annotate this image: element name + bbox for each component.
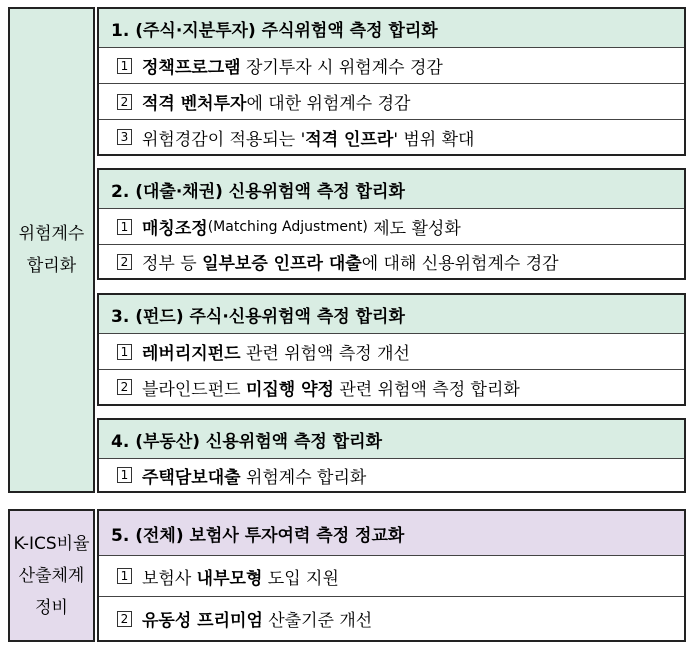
emphasis-text: 주택담보대출 <box>142 467 241 488</box>
item-number-box: 1 <box>117 568 132 584</box>
group-stock <box>97 7 686 156</box>
list-item <box>99 209 684 245</box>
item-text: (Matching Adjustment) <box>207 218 368 235</box>
list-item <box>99 597 684 640</box>
item-text: 에 대한 위험계수 경감 <box>246 94 411 114</box>
category-line: K-ICS비율 <box>13 533 90 554</box>
item-number-box: 2 <box>117 379 132 395</box>
group-title: 2. (대출·채권) 신용위험액 측정 합리화 <box>99 170 684 209</box>
item-text: 정부 등 <box>142 254 203 274</box>
list-item <box>99 556 684 597</box>
item-text: 장기투자 시 위험계수 경감 <box>240 58 443 78</box>
group-title: 3. (펀드) 주식·신용위험액 측정 합리화 <box>99 295 684 334</box>
list-item <box>99 334 684 370</box>
item-text: ' 범위 확대 <box>393 129 475 150</box>
group-title: 1. (주식·지분투자) 주식위험액 측정 합리화 <box>99 9 684 48</box>
category-line: 정비 <box>35 597 68 618</box>
emphasis-text: 적격 벤처투자 <box>142 94 247 114</box>
group-total <box>97 509 686 642</box>
emphasis-text: 매칭조정 <box>142 219 208 239</box>
emphasis-text: 적격 인프라 <box>305 129 394 150</box>
emphasis-text: 일부보증 인프라 대출 <box>202 254 362 274</box>
emphasis-text: 유동성 프리미엄 <box>142 611 263 631</box>
item-text: 제도 활성화 <box>367 219 461 239</box>
item-text: 도입 지원 <box>262 568 339 589</box>
list-item <box>99 245 684 278</box>
item-number-box: 1 <box>117 467 132 483</box>
group-loan-bond <box>97 168 686 280</box>
item-number-box: 2 <box>117 611 132 627</box>
list-item <box>99 370 684 404</box>
item-number-box: 3 <box>117 129 132 145</box>
list-item <box>99 48 684 84</box>
item-number-box: 2 <box>117 254 132 270</box>
emphasis-text: 정책프로그램 <box>142 58 241 78</box>
group-title: 5. (전체) 보험사 투자여력 측정 정교화 <box>99 511 684 556</box>
group-fund <box>97 293 686 406</box>
item-number-box: 2 <box>117 94 132 110</box>
category-line: 위험계수 <box>18 224 85 244</box>
item-text: 에 대해 신용위험계수 경감 <box>361 254 559 274</box>
item-number-box: 1 <box>117 219 132 235</box>
item-text: 블라인드펀드 <box>142 379 246 400</box>
emphasis-text: 레버리지펀드 <box>142 344 241 364</box>
group-real-estate <box>97 418 686 493</box>
group-title: 4. (부동산) 신용위험액 측정 합리화 <box>99 420 684 459</box>
item-text: 관련 위험액 측정 합리화 <box>333 379 520 400</box>
item-text: 위험계수 합리화 <box>240 467 367 488</box>
emphasis-text: 미집행 약정 <box>245 379 334 400</box>
list-item <box>99 120 684 154</box>
item-text: 위험경감이 적용되는 ' <box>142 129 306 150</box>
category-line: 합리화 <box>26 256 77 276</box>
emphasis-text: 내부모형 <box>196 568 263 589</box>
category-kics <box>8 509 95 642</box>
item-text: 관련 위험액 측정 개선 <box>240 344 410 364</box>
item-number-box: 1 <box>117 344 132 360</box>
item-text: 보험사 <box>142 568 197 589</box>
item-text: 산출기준 개선 <box>262 611 373 631</box>
item-number-box: 1 <box>117 58 132 74</box>
list-item <box>99 84 684 120</box>
category-line: 산출체계 <box>18 565 85 586</box>
list-item <box>99 459 684 491</box>
category-risk-coefficient <box>8 7 95 493</box>
